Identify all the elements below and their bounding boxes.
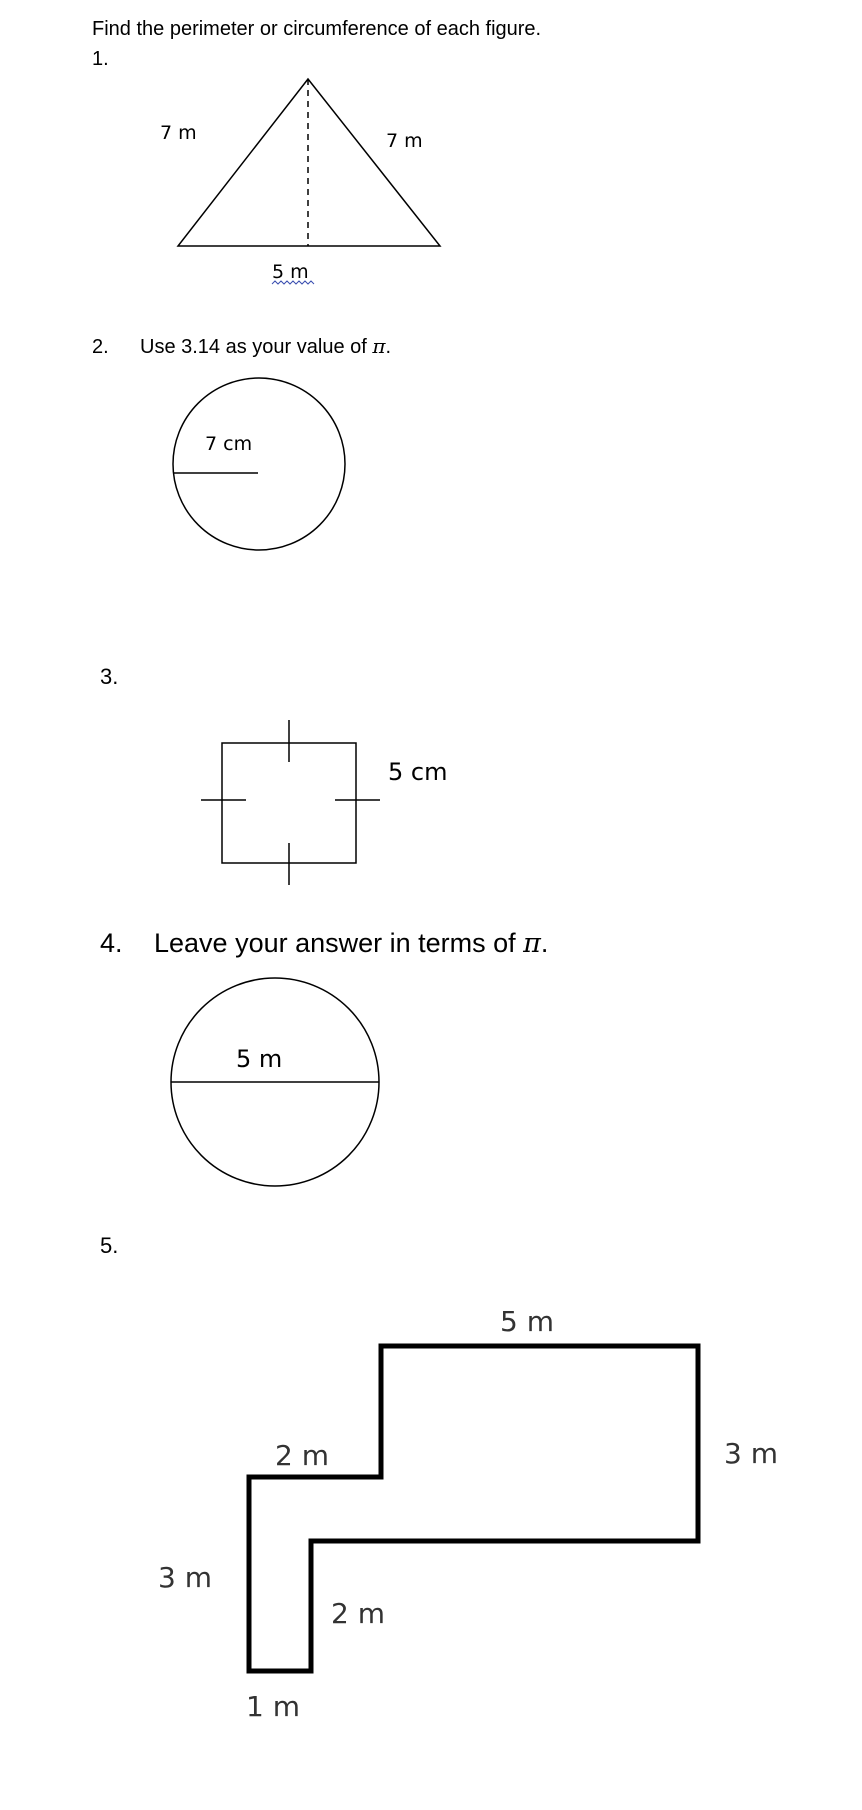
- figure-4-circle: [171, 978, 379, 1186]
- label-left-side: 7 m: [160, 122, 197, 144]
- label-side: 5 cm: [388, 758, 448, 786]
- figure-5-composite-shape: [158, 1305, 778, 1723]
- pi-symbol: π: [523, 928, 541, 959]
- label-base: 5 m: [272, 261, 309, 283]
- label-step-inner: 2 m: [331, 1597, 385, 1630]
- problem-1-number: 1.: [92, 48, 109, 70]
- circle-outline: [173, 378, 345, 550]
- label-step-top: 2 m: [275, 1439, 329, 1472]
- label-right-side: 7 m: [386, 130, 423, 152]
- label-left: 3 m: [158, 1561, 212, 1594]
- problem-3-number: 3.: [100, 664, 119, 689]
- problem-4-number: 4.: [100, 928, 123, 958]
- label-bottom: 1 m: [246, 1690, 300, 1723]
- problem-4-note-end: .: [540, 928, 549, 958]
- problem-4-note: Leave your answer in terms of: [154, 928, 524, 958]
- label-top: 5 m: [500, 1305, 554, 1338]
- problem-2-note: Use 3.14 as your value of: [140, 336, 373, 358]
- label-diameter: 5 m: [236, 1045, 283, 1073]
- label-radius: 7 cm: [205, 433, 253, 455]
- pi-symbol: π: [372, 334, 386, 358]
- label-right: 3 m: [724, 1437, 778, 1470]
- figure-3-square: [201, 720, 447, 885]
- problem-2-note-end: .: [385, 336, 392, 358]
- problem-5-number: 5.: [100, 1233, 119, 1258]
- composite-outline: [249, 1346, 698, 1671]
- figure-2-circle: [173, 378, 345, 550]
- instructions: Find the perimeter or circumference of each figure.: [92, 18, 542, 40]
- problem-2-number: 2.: [92, 336, 109, 358]
- figure-1-triangle: [160, 79, 440, 284]
- triangle-outline: [178, 79, 440, 246]
